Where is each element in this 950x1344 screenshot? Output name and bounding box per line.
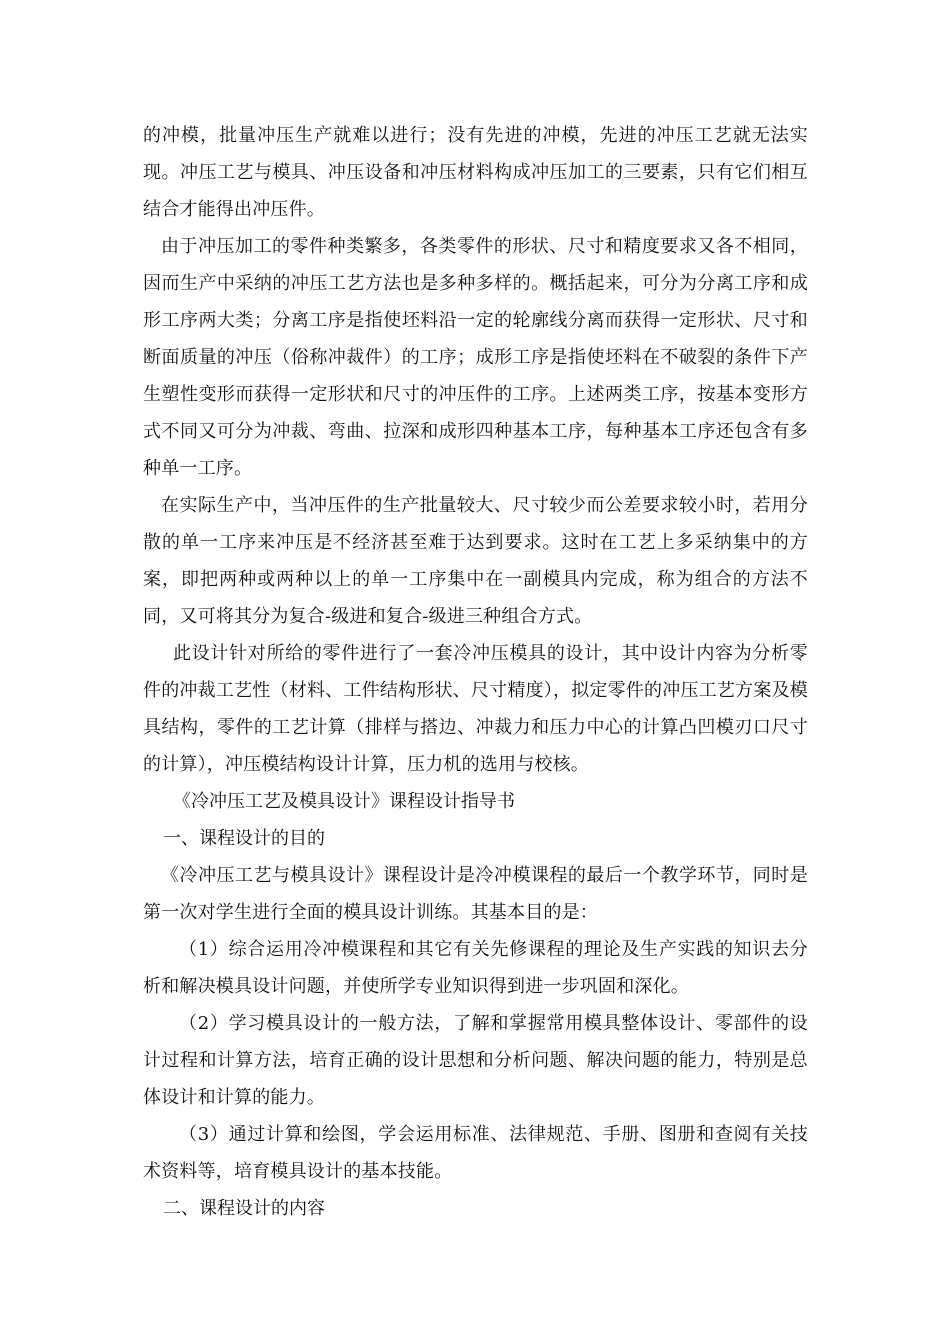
section-purpose-intro: 《冷冲压工艺与模具设计》课程设计是冷冲模课程的最后一个教学环节，同时是第一次对学生进行全面的模具设计训练。其基本目的是： [143, 865, 808, 923]
paragraph-combined-processes: 在实际生产中，当冲压件的生产批量较大、尺寸较少而公差要求较小时，若用分散的单一工序来冲压是不经济甚至难于达到要求。这时在工艺上多采纳集中的方案，即把两种或两种以上的单一工序集中在一副模具内完成，称为组合的方法不同，又可将其分为复合-级进和复合-级进三种组合方式。 [143, 495, 808, 627]
guide-title: 《冷冲压工艺及模具设计》课程设计指导书 [173, 791, 515, 812]
purpose-item-1: （1）综合运用冷冲模课程和其它有关先修课程的理论及生产实践的知识去分析和解决模具设计问题，并使所学专业知识得到进一步巩固和深化。 [143, 939, 808, 997]
purpose-item-2: （2）学习模具设计的一般方法，了解和掌握常用模具整体设计、零部件的设计过程和计算方法，培育正确的设计思想和分析问题、解决问题的能力，特别是总体设计和计算的能力。 [143, 1013, 808, 1108]
paragraph-design-summary: 此设计针对所给的零件进行了一套冷冲压模具的设计，其中设计内容为分析零件的冲裁工艺性（材料、工件结构形状、尺寸精度），拟定零件的冲压工艺方案及模具结构，零件的工艺计算（排样与搭边、冲裁力和压力中心的计算凸凹模刃口尺寸的计算），冲压模结构设计计算，压力机的选用与校核。 [143, 643, 808, 775]
section-heading-content: 二、课程设计的内容 [163, 1198, 325, 1219]
purpose-item-3: （3）通过计算和绘图，学会运用标准、法律规范、手册、图册和查阅有关技术资料等，培育模具设计的基本技能。 [143, 1124, 808, 1182]
paragraph-intro-continuation: 的冲模，批量冲压生产就难以进行；没有先进的冲模，先进的冲压工艺就无法实现。冲压工艺与模具、冲压设备和冲压材料构成冲压加工的三要素，只有它们相互结合才能得出冲压件。 [143, 125, 808, 220]
document-body [143, 117, 808, 1227]
paragraph-process-types: 由于冲压加工的零件种类繁多，各类零件的形状、尺寸和精度要求又各不相同，因而生产中采纳的冲压工艺方法也是多种多样的。概括起来，可分为分离工序和成形工序两大类；分离工序是指使坯料沿一定的轮廓线分离而获得一定形状、尺寸和断面质量的冲压（俗称冲裁件）的工序；成形工序是指使坯料在不破裂的条件下产生塑性变形而获得一定形状和尺寸的冲压件的工序。上述两类工序，按基本变形方式不同又可分为冲裁、弯曲、拉深和成形四种基本工序，每种基本工序还包含有多种单一工序。 [143, 236, 808, 479]
section-heading-purpose: 一、课程设计的目的 [163, 828, 325, 849]
